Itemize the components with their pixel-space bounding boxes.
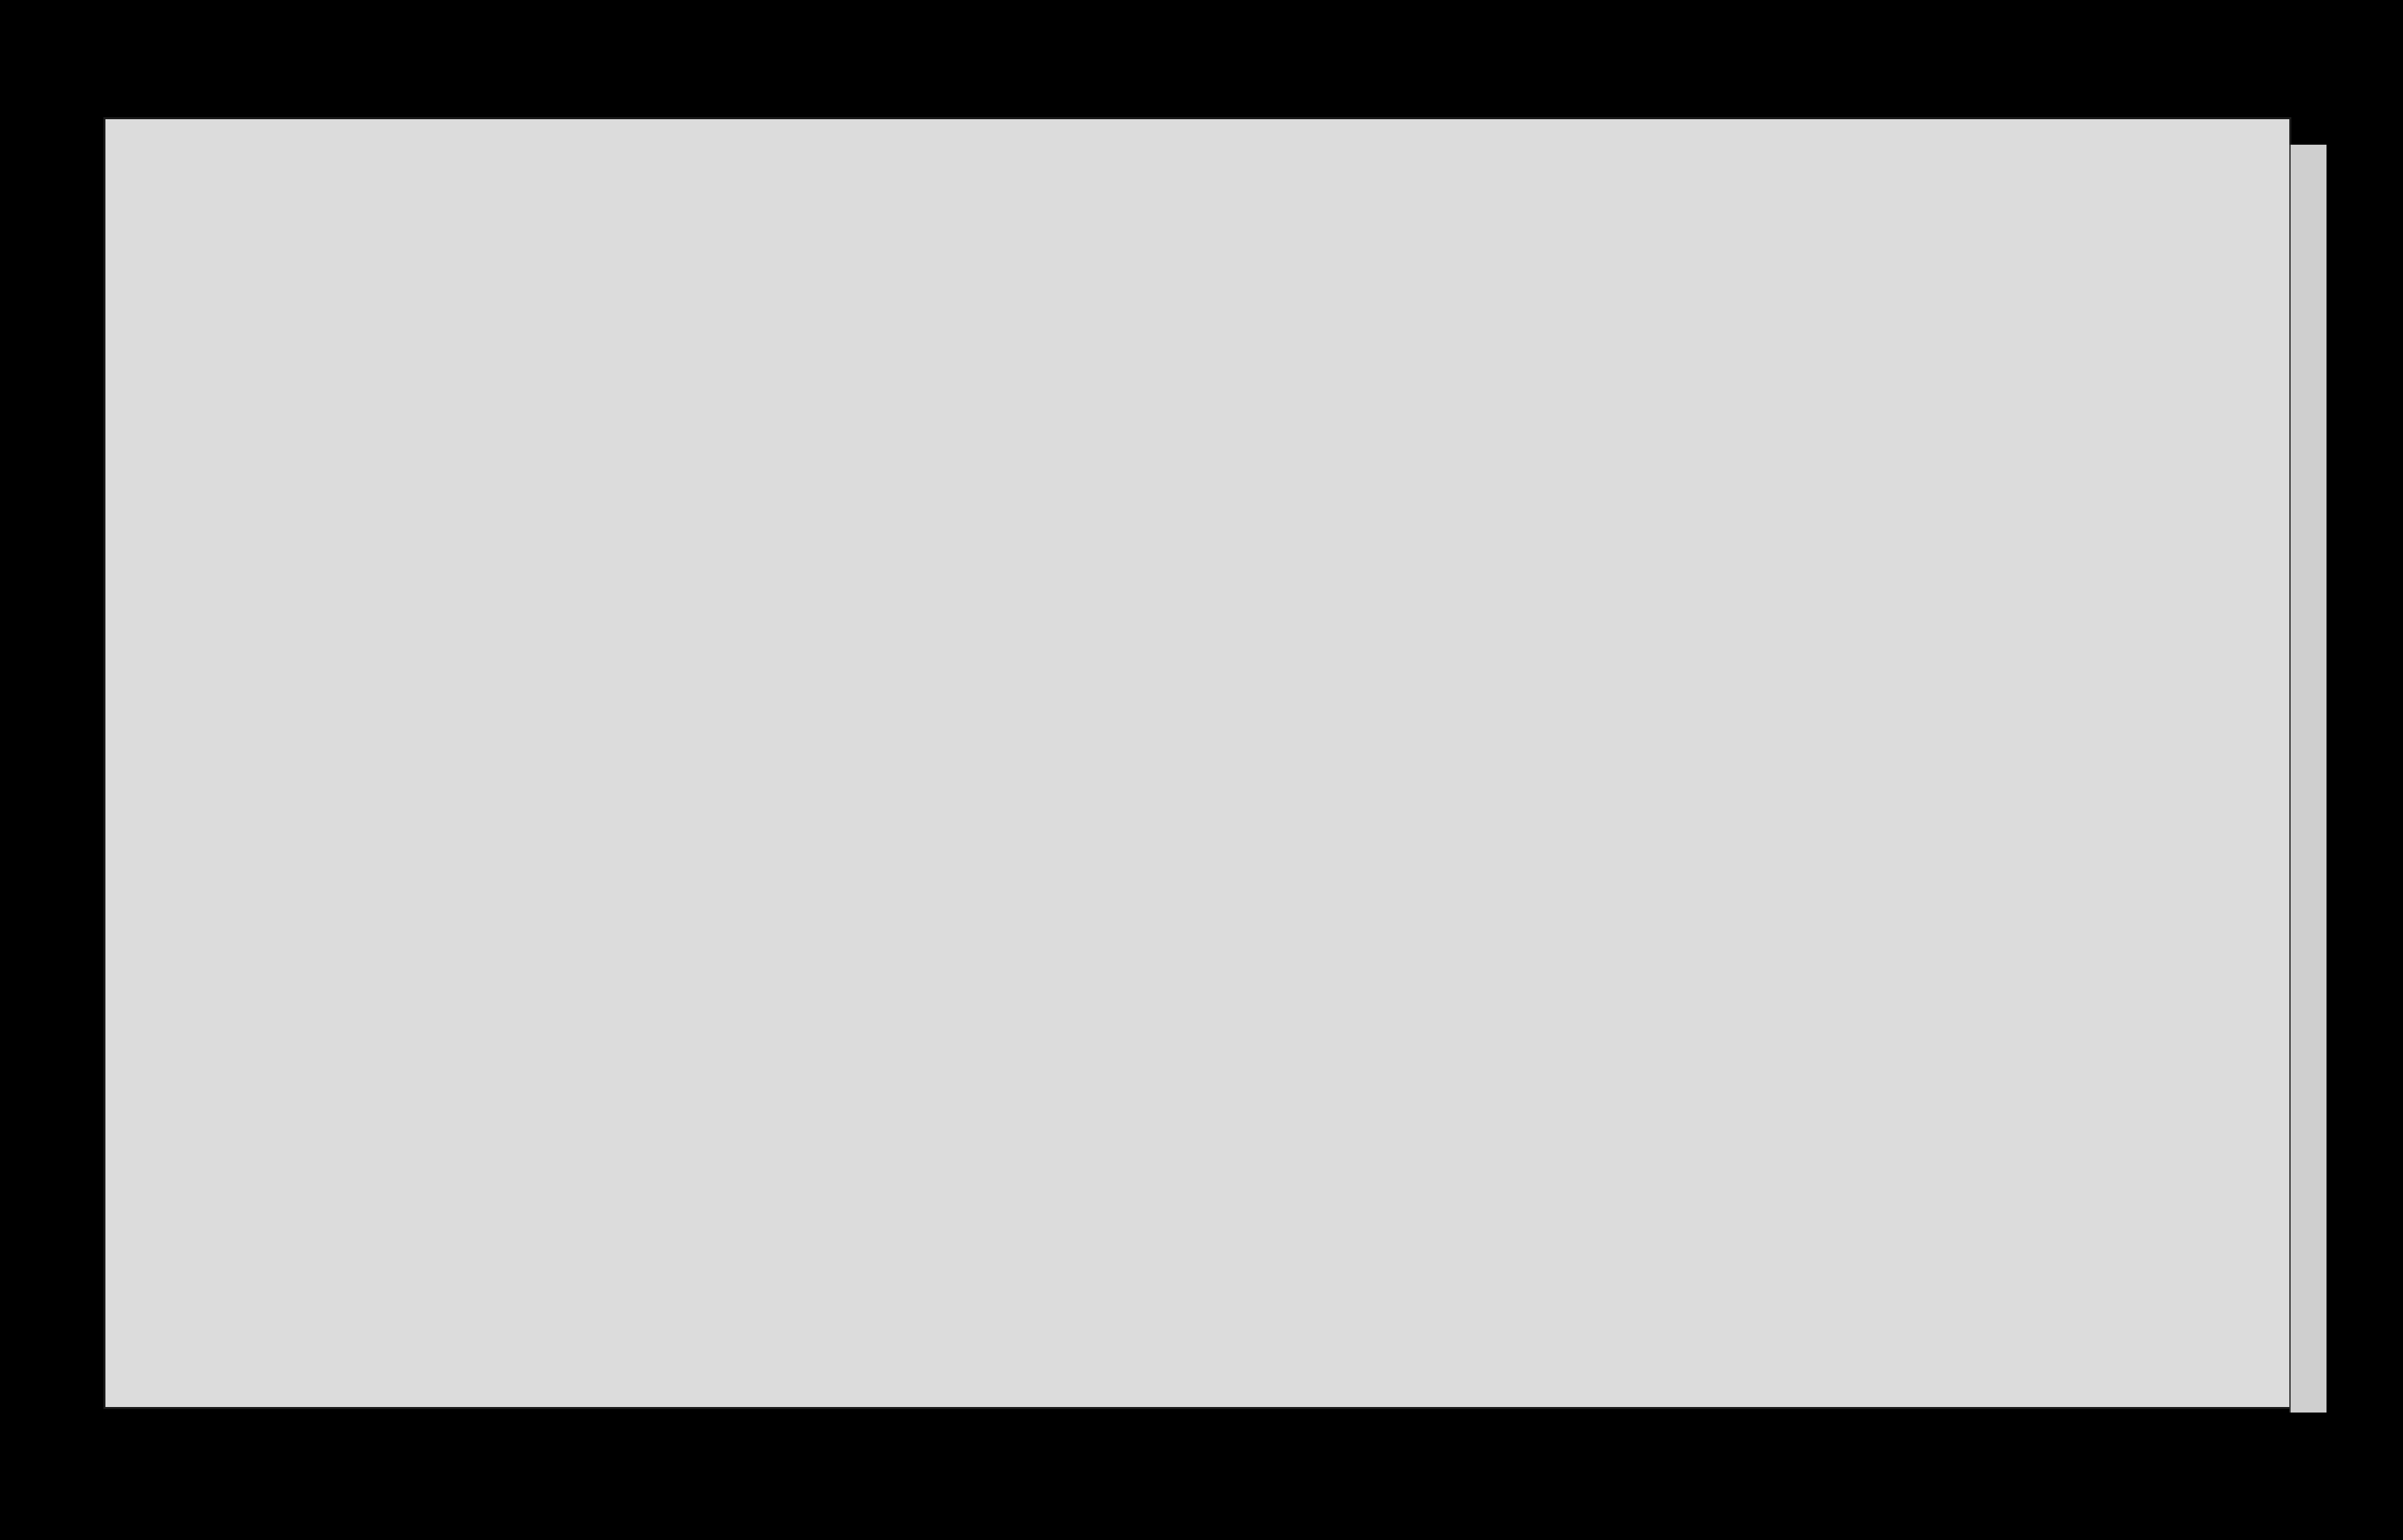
census-card-sheet [103, 117, 2291, 1409]
card-edge-strip [2289, 145, 2327, 1413]
